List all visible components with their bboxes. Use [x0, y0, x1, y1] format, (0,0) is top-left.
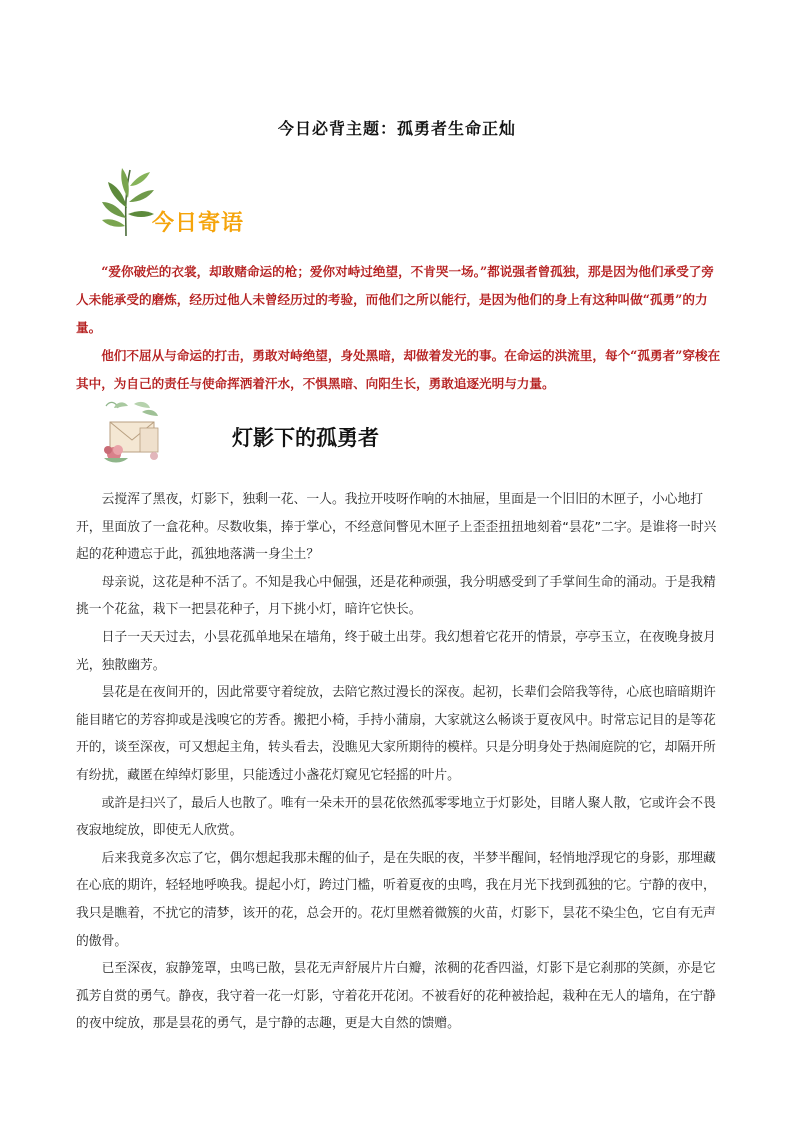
essay-paragraph: 母亲说，这花是种不活了。不知是我心中倔强，还是花种顽强，我分明感受到了手掌间生命的涌动。于是我精挑一个花盆，栽下一把昙花种子，月下挑小灯，暗许它快长。 [76, 574, 716, 618]
essay-paragraph: 昙花是在夜间开的，因此常要守着绽放，去陪它熬过漫长的深夜。起初，长辈们会陪我等待，心底也暗暗期许能目睹它的芳容抑或是浅嗅它的芳香。搬把小椅，手持小蒲扇，大家就这么畅谈于夏夜风中。时常忘记目的是等花开的，谈至深夜，可又想起主角，转头看去，没瞧见大家所期待的模样。只是分明身处于热闹庭院的它，却隔开所有纷扰，藏匿在绰绰灯影里，只能透过小盏花灯窥见它轻摇的叶片。 [76, 685, 716, 783]
essay-paragraph: 云搅浑了黑夜，灯影下，独剩一花、一人。我拉开吱呀作响的木抽屉，里面是一个旧旧的木匣子，小心地打开，里面放了一盒花种。尽数收集，捧于掌心，不经意间瞥见木匣子上歪歪扭扭地刻着“昙花”二字。是谁将一时兴起的花种遗忘于此，孤独地落满一身尘土？ [76, 492, 717, 563]
page-title: 今日必背主题：孤勇者生命正灿 [277, 119, 516, 138]
motto-heading: 今日寄语 [152, 211, 245, 236]
envelope-flowers-icon [96, 398, 168, 468]
motto-paragraph: “爱你破烂的衣裳，却敢赌命运的枪；爱你对峙过绝望，不肯哭一场。”都说强者曾孤独，那是因为他们承受了旁人未能承受的磨炼，经历过他人未曾经历过的考验，而他们之所以能行，是因为他们的身上有这种叫做“孤勇”的力量。 [76, 264, 714, 335]
essay-body [76, 486, 722, 1038]
plant-sprig-icon [96, 158, 160, 238]
essay-paragraph: 日子一天天过去，小昙花孤单地呆在墙角，终于破土出芽。我幻想着它花开的情景，亭亭玉立，在夜晚身披月光，独散幽芳。 [76, 629, 716, 673]
essay-paragraph: 或許是扫兴了，最后人也散了。唯有一朵未开的昙花依然孤零零地立于灯影处，目睹人聚人散，它或许会不畏夜寂地绽放，即使无人欣赏。 [76, 795, 716, 839]
motto-paragraph: 他们不屈从与命运的打击，勇敢对峙绝望，身处黑暗，却做着发光的事。在命运的洪流里，每个“孤勇者”穿梭在其中，为自己的责任与使命挥洒着汗水，不惧黑暗、向阳生长，勇敢追逐光明与力量。 [76, 348, 721, 391]
essay-paragraph: 已至深夜，寂静笼罩，虫鸣已散，昙花无声舒展片片白瓣，浓稠的花香四溢，灯影下是它刹那的笑颜，亦是它孤芳自赏的勇气。静夜，我守着一花一灯影，守着花开花闭。不被看好的花种被拾起，栽种在无人的墙角，在宁静的夜中绽放，那是昙花的勇气，是宁静的志趣，更是大自然的馈赠。 [76, 961, 716, 1032]
motto-text [76, 258, 722, 398]
essay-header [96, 398, 696, 474]
essay-paragraph: 后来我竟多次忘了它，偶尔想起我那未醒的仙子，是在失眠的夜，半梦半醒间，轻悄地浮现它的身影，那埋藏在心底的期许，轻轻地呼唤我。提起小灯，跨过门槛，听着夏夜的虫鸣，我在月光下找到孤独的它。宁静的夜中，我只是瞧着，不扰它的清梦，该开的花，总会开的。花灯里燃着微簇的火苗，灯影下，昙花不染尘色，它自有无声的傲骨。 [76, 850, 716, 949]
essay-heading: 灯影下的孤勇者 [232, 426, 379, 450]
motto-header [96, 158, 356, 248]
